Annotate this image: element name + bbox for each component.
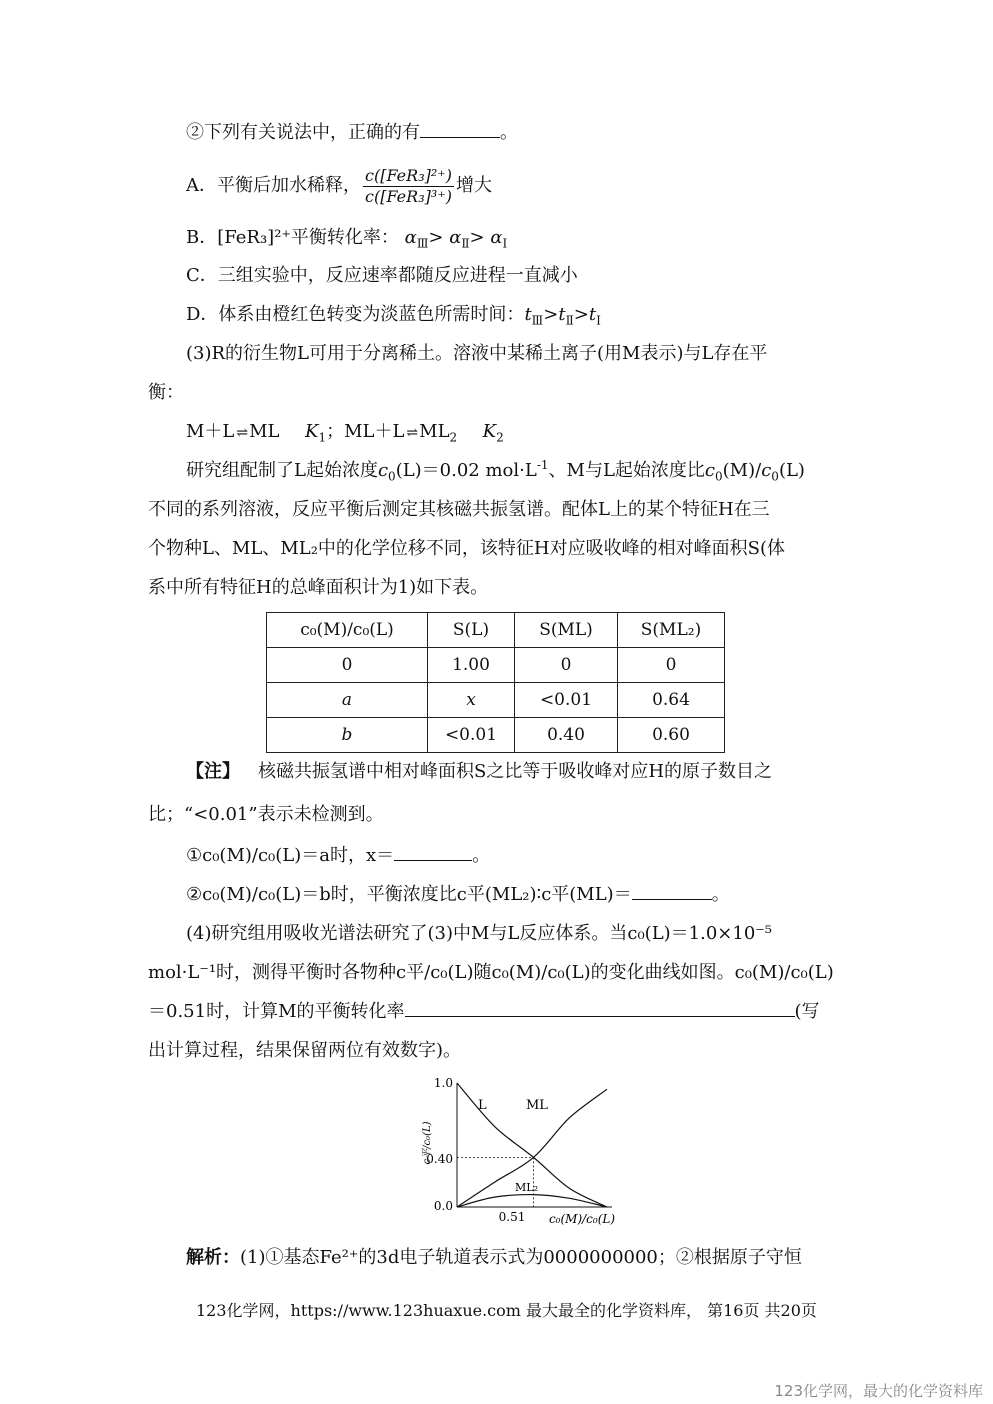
question-3-1 [186, 844, 490, 868]
x-axis-label: c₀(M)/c₀(L) [548, 1212, 616, 1226]
equilibrium-arrow-icon: ⇌ [236, 425, 248, 441]
equilibrium-arrow-icon: ⇌ [406, 425, 418, 441]
question-3-1-end: 。 [472, 845, 491, 866]
part-4-line-1: (4)研究组用吸收光谱法研究了(3)中M与L反应体系。当c₀(L)＝1.0×10⁻⁵ [186, 923, 772, 944]
time-symbol: t [588, 304, 597, 325]
research-text-d: (M)/ [722, 460, 762, 481]
alpha-symbol: α [490, 227, 503, 248]
eq2-sub: 2 [449, 430, 458, 445]
answer-blank[interactable] [405, 1000, 795, 1017]
eq1-left: M＋L [186, 421, 235, 442]
k2-sub: 2 [496, 430, 504, 445]
x-tick-label: 0.51 [498, 1210, 526, 1224]
note-line-2: 比；“<0.01”表示未检测到。 [148, 804, 384, 825]
orbital-diagram: 0000000000 [543, 1247, 658, 1268]
gt-sign: > [543, 304, 559, 325]
k1-symbol: K [304, 421, 319, 442]
c-symbol: c [761, 460, 772, 481]
research-text-a: 研究组配制了L起始浓度 [186, 460, 378, 481]
research-line-1 [186, 459, 805, 483]
c-sub: 0 [771, 469, 779, 484]
eq2-right: ML [419, 421, 450, 442]
table-cell: x [428, 683, 515, 718]
table-header: c₀(M)/c₀(L) [267, 613, 428, 648]
table-row [267, 683, 725, 718]
research-line-3: 个物种L、ML、ML₂中的化学位移不同，该特征H对应吸收峰的相对峰面积S(体 [148, 538, 785, 559]
option-a-suffix: 增大 [455, 175, 492, 196]
question-2-line [186, 121, 518, 145]
table-header: S(L) [428, 613, 515, 648]
y-tick-label: 1.0 [433, 1076, 453, 1090]
option-c: C．三组实验中，反应速率都随反应进程一直减小 [186, 265, 578, 286]
table-cell: 0.60 [618, 718, 725, 753]
time-sub-2: Ⅱ [565, 313, 574, 328]
series-label-ML2: ML₂ [515, 1181, 538, 1194]
note-text: 核磁共振氢谱中相对峰面积S之比等于吸收峰对应H的原子数目之 [258, 761, 773, 782]
table-cell: <0.01 [515, 683, 618, 718]
answer-blank[interactable] [394, 844, 472, 861]
page-footer: 123化学网，https://www.123huaxue.com 最大最全的化学资料库， 第16页 共20页 [196, 1301, 817, 1320]
question-2-end: 。 [500, 122, 518, 143]
analysis-line [186, 1246, 802, 1270]
fraction-denominator: c([FeR₃]³⁺) [365, 186, 452, 206]
alpha-sub-1: Ⅰ [502, 236, 508, 251]
part-4-line-4: 出计算过程，结果保留两位有效数字)。 [148, 1040, 462, 1061]
c-sub: 0 [388, 469, 396, 484]
option-d-prefix: D．体系由橙红色转变为淡蓝色所需时间： [186, 304, 525, 325]
question-3-2 [186, 883, 730, 907]
analysis-label: 解析： [186, 1247, 240, 1268]
part-3-line-1: (3)R的衍生物L可用于分离稀土。溶液中某稀土离子(用M表示)与L存在平 [186, 343, 768, 364]
table-cell: <0.01 [428, 718, 515, 753]
table-row [267, 718, 725, 753]
y-axis-label: c平/c₀(L) [422, 1121, 433, 1165]
c-sub: 0 [715, 469, 723, 484]
analysis-rest: ；②根据原子守恒 [657, 1247, 802, 1268]
option-b [186, 226, 507, 250]
table-header-row [267, 613, 725, 648]
table-cell: 0.40 [515, 718, 618, 753]
research-text-c: 、M与L起始浓度比 [548, 460, 705, 481]
alpha-symbol: α [449, 227, 462, 248]
series-label-L: L [478, 1098, 487, 1113]
question-3-1-text: ①c₀(M)/c₀(L)＝a时，x＝ [186, 845, 395, 866]
table-cell: 0 [515, 648, 618, 683]
table-header: S(ML) [515, 613, 618, 648]
question-3-2-end: 。 [711, 884, 730, 905]
question-3-2-text: ②c₀(M)/c₀(L)＝b时，平衡浓度比c平(ML₂)∶c平(ML)＝ [186, 884, 632, 905]
part-4-text-end: (写 [794, 1001, 820, 1022]
table-cell: 0.64 [618, 683, 725, 718]
option-d [186, 303, 601, 327]
option-a [186, 164, 492, 208]
research-line-4: 系中所有特征H的总峰面积计为1)如下表。 [148, 577, 489, 598]
time-sub-1: Ⅰ [596, 313, 601, 328]
research-line-2: 不同的系列溶液，反应平衡后测定其核磁共振氢谱。配体L上的某个特征H在三 [148, 499, 770, 520]
eq2-left: ；ML＋L [326, 421, 405, 442]
table-row [267, 648, 725, 683]
table-cell: a [267, 683, 428, 718]
y-tick-label: 0.0 [433, 1199, 453, 1213]
part-4-line-2: mol·L⁻¹时，测得平衡时各物种c平/c₀(L)随c₀(M)/c₀(L)的变化曲线如图。c₀(M)/c₀(L) [148, 962, 834, 983]
time-sub-3: Ⅲ [531, 313, 544, 328]
note-line-1 [186, 760, 772, 784]
analysis-text: (1)①基态Fe²⁺的3d电子轨道表示式为 [240, 1247, 544, 1268]
k1-sub: 1 [318, 430, 327, 445]
alpha-sub-3: Ⅲ [416, 236, 429, 251]
eq1-right: ML [249, 421, 280, 442]
table-cell: b [267, 718, 428, 753]
alpha-symbol: α [404, 227, 417, 248]
series-label-ML: ML [526, 1098, 548, 1113]
research-text-e: (L) [778, 460, 805, 481]
time-symbol: t [558, 304, 566, 325]
alpha-sub-2: Ⅱ [461, 236, 470, 251]
c-symbol: c [704, 460, 716, 481]
part-4-text: ＝0.51时，计算M的平衡转化率 [148, 1001, 405, 1022]
answer-blank[interactable] [632, 883, 712, 900]
option-a-prefix: A．平衡后加水稀释， [186, 175, 361, 196]
equilibrium-equations [186, 420, 504, 445]
table-cell: 1.00 [428, 648, 515, 683]
fraction-numerator: c([FeR₃]²⁺) [365, 165, 452, 185]
watermark: 123化学网，最大的化学资料库 [774, 1382, 983, 1400]
exp-neg1: -1 [536, 458, 549, 472]
research-text-b: (L)＝0.02 mol·L [395, 460, 537, 481]
option-a-fraction [363, 166, 454, 207]
y-tick-label: 0.40 [426, 1152, 453, 1166]
gt-sign: > [428, 227, 444, 248]
option-b-prefix: B．[FeR₃]²⁺平衡转化率： [186, 227, 399, 248]
table-cell: 0 [267, 648, 428, 683]
table-cell: 0 [618, 648, 725, 683]
c-symbol: c [377, 460, 389, 481]
question-2-text: ②下列有关说法中，正确的有 [186, 122, 420, 143]
gt-sign: > [469, 227, 485, 248]
table-header: S(ML₂) [618, 613, 725, 648]
note-label: 【注】 [186, 761, 240, 782]
nmr-table [266, 612, 725, 753]
answer-blank[interactable] [420, 121, 500, 138]
part-3-line-2: 衡： [148, 382, 184, 403]
concentration-chart [400, 1075, 630, 1235]
time-symbol: t [524, 304, 532, 325]
gt-sign: > [573, 304, 589, 325]
part-4-line-3 [148, 1000, 820, 1024]
k2-symbol: K [482, 421, 497, 442]
